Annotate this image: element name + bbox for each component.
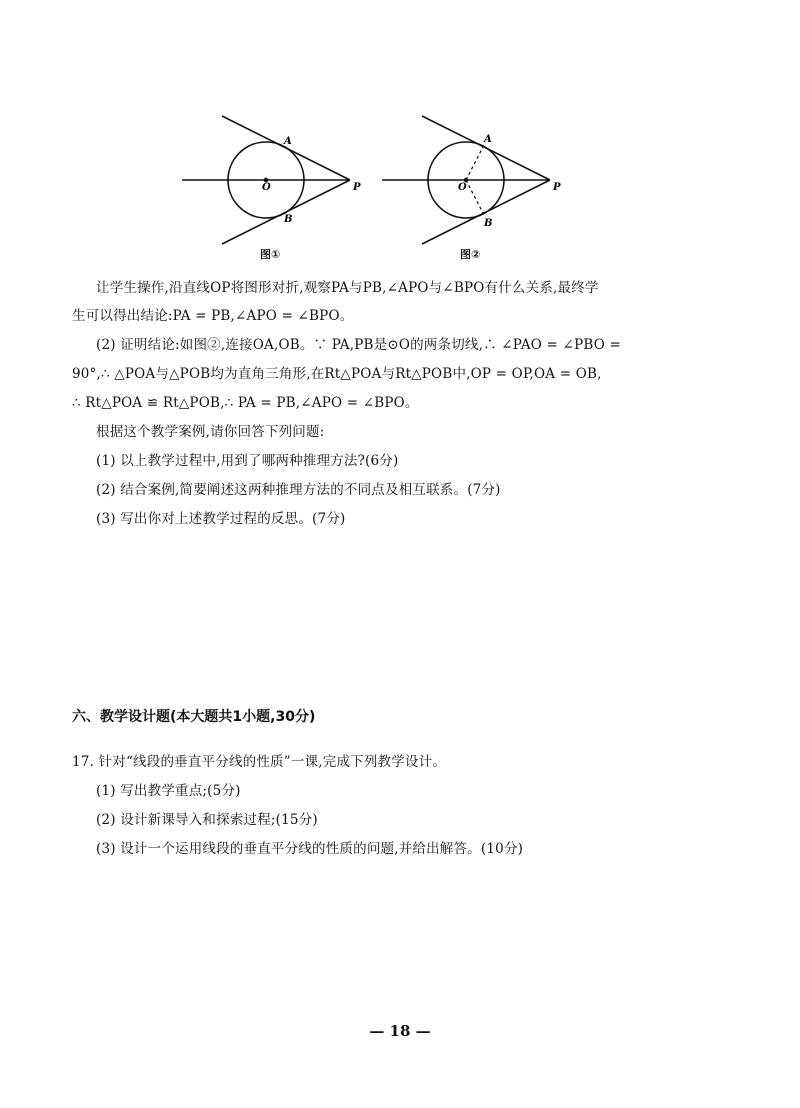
- paragraph-1-line-1: 让学生操作,沿直线OP将图形对折,观察PA与PB,∠APO与∠BPO有什么关系,最终学: [96, 280, 599, 296]
- question-17-part-1: (1) 写出教学重点;(5分): [96, 783, 241, 799]
- question-2: (2) 结合案例,简要阐述这两种推理方法的不同点及相互联系。(7分): [96, 482, 501, 498]
- question-17-part-2: (2) 设计新课导入和探索过程;(15分): [96, 812, 318, 828]
- paragraph-2-line-1: (2) 证明结论:如图②,连接OA,OB。∵ PA,PB是⊙O的两条切线,∴ ∠PAO = ∠PBO =: [96, 337, 621, 353]
- label-o-1: O: [262, 182, 271, 193]
- label-p-2: P: [553, 182, 561, 193]
- tangent-pa-2: [422, 116, 550, 180]
- page-number: — 18 —: [369, 1022, 431, 1040]
- label-b-2: B: [484, 218, 493, 229]
- figure-2-caption: 图②: [460, 248, 481, 261]
- label-a-2: A: [484, 134, 492, 145]
- figures: [170, 108, 590, 261]
- question-1: (1) 以上教学过程中,用到了哪两种推理方法?(6分): [96, 453, 399, 469]
- radius-oa-2: [466, 145, 484, 180]
- figure-diagrams: [170, 108, 590, 258]
- questions-intro: 根据这个教学案例,请你回答下列问题:: [96, 424, 325, 440]
- paragraph-1-line-2: 生可以得出结论:PA = PB,∠APO = ∠BPO。: [72, 308, 354, 324]
- figure-2: [382, 116, 550, 244]
- question-17: 17. 针对“线段的垂直平分线的性质”一课,完成下列教学设计。: [72, 754, 447, 770]
- label-p-1: P: [353, 182, 361, 193]
- figure-1: [182, 116, 350, 244]
- tangent-pa-1: [222, 116, 350, 180]
- tangent-pb-2: [422, 180, 550, 244]
- paragraph-2-line-2: 90°,∴ △POA与△POB均为直角三角形,在Rt△POA与Rt△POB中,OP = OP,OA = OB,: [72, 366, 602, 382]
- label-a-1: A: [284, 136, 292, 147]
- figure-1-caption: 图①: [260, 248, 281, 261]
- question-3: (3) 写出你对上述教学过程的反思。(7分): [96, 511, 346, 527]
- question-17-part-3: (3) 设计一个运用线段的垂直平分线的性质的问题,并给出解答。(10分): [96, 841, 524, 857]
- section-6-heading: 六、教学设计题(本大题共1小题,30分): [72, 709, 316, 725]
- paragraph-2-line-3: ∴ Rt△POA ≌ Rt△POB,∴ PA = PB,∠APO = ∠BPO。: [72, 395, 419, 411]
- tangent-pb-1: [222, 180, 350, 244]
- radius-ob-2: [466, 180, 484, 215]
- label-o-2: O: [458, 182, 467, 193]
- label-b-1: B: [284, 214, 293, 225]
